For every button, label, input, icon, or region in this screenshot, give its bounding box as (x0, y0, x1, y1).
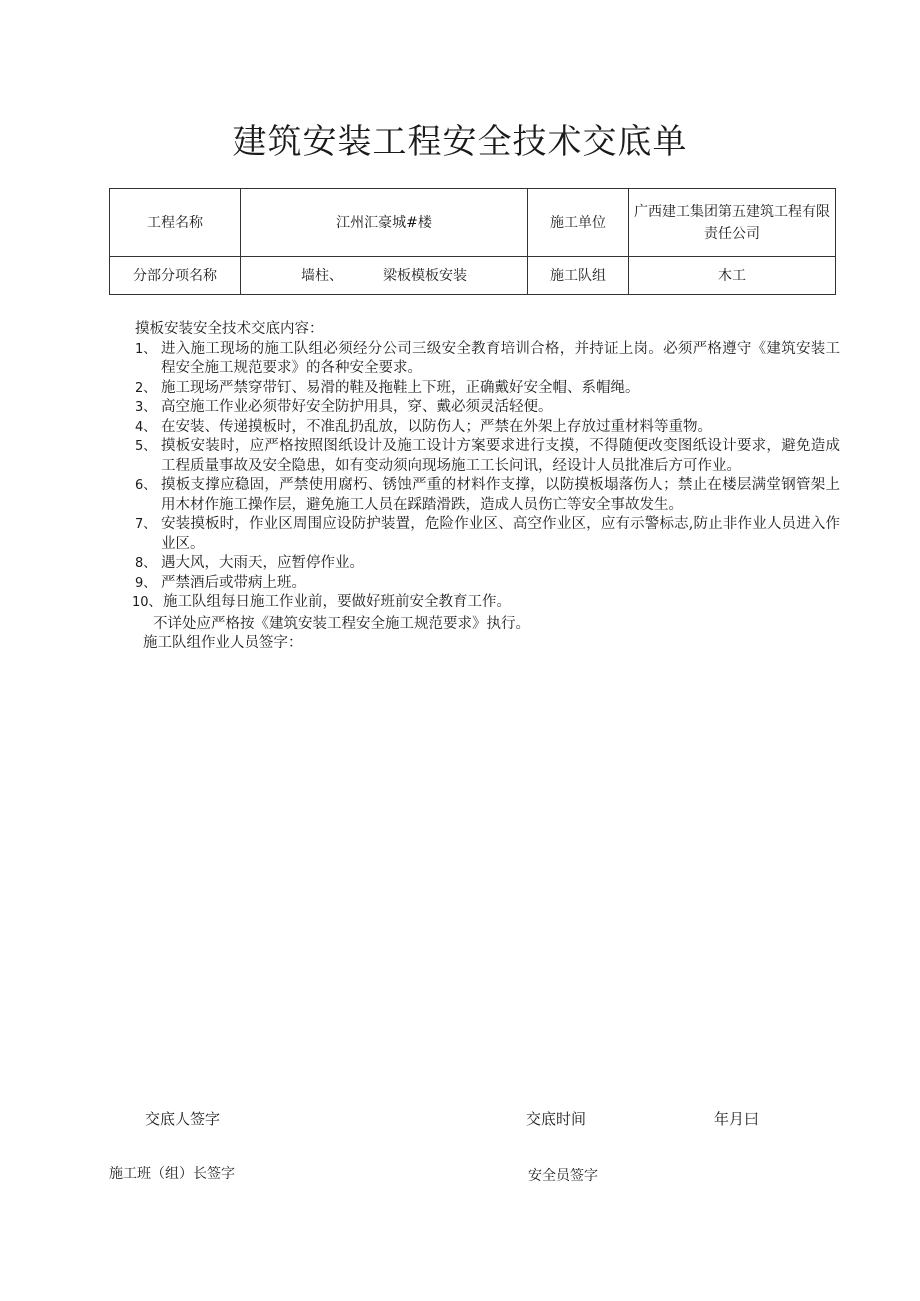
content-heading: 摸板安装安全技术交底内容： (135, 321, 324, 337)
unit-value: 广西建工集团第五建筑工程有限责任公司 (629, 189, 836, 257)
compliance-note: 不详处应严格按《建筑安装工程安全施工规范要求》执行。 (153, 615, 530, 632)
item-number: 6、 (135, 478, 157, 493)
team-value: 木工 (629, 257, 836, 295)
item-number: 3、 (135, 400, 157, 415)
item-number: 8、 (135, 556, 157, 571)
document-title: 建筑安装工程安全技术交底单 (232, 122, 688, 162)
list-item (135, 379, 840, 399)
unit-label: 施工单位 (528, 189, 629, 257)
item-number: 9、 (135, 575, 157, 591)
list-item (135, 437, 840, 476)
info-table (109, 188, 836, 295)
list-item (135, 418, 840, 438)
list-item (135, 476, 840, 515)
disclosure-time-label: 交底时间 (526, 1110, 587, 1128)
safety-officer-signature-label: 安全员签字 (528, 1168, 598, 1184)
item-number: 4、 (135, 419, 157, 435)
crew-signature-label: 施工队组作业人员签字： (143, 635, 303, 651)
item-number: 10、 (132, 595, 162, 610)
item-text: 摸板支撑应稳固，严禁使用腐朽、锈蚀严重的材料作支撑，以防摸板塌落伤人；禁止在楼层满堂钢管架上用木材作施工操作层，避免施工人员在踩踏滑跌，造成人员伤亡等安全事故发生。 (161, 477, 840, 513)
item-number: 2、 (135, 380, 157, 396)
subproject-label: 分部分项名称 (110, 257, 241, 295)
item-text: 在安装、传递摸板时，不准乱扔乱放，以防伤人；严禁在外架上存放过重材料等重物。 (161, 418, 712, 435)
item-number: 5、 (135, 439, 157, 454)
disclosure-content (132, 320, 840, 654)
item-text: 安装摸板时，作业区周围应设防护装置，危险作业区、高空作业区，应有示警标志,防止非作业人员进入作业区。 (161, 516, 840, 552)
list-item (135, 398, 840, 418)
info-row-subproject (110, 257, 836, 295)
item-text: 严禁酒后或带病上班。 (161, 574, 306, 591)
item-text: 进入施工现场的施工队组必须经分公司三级安全教育培训合格，并持证上岗。必须严格遵守《建筑安装工程安全施工规范要求》的各种安全要求。 (161, 340, 840, 376)
list-item (132, 593, 840, 613)
item-text: 施工队组每日施工作业前，要做好班前安全教育工作。 (163, 594, 511, 610)
item-number: 1、 (135, 341, 157, 357)
project-name-label: 工程名称 (110, 189, 241, 257)
subproject-value-part2: 梁板模板安装 (383, 267, 467, 284)
subproject-value (241, 257, 528, 295)
subproject-value-part1: 墙柱、 (301, 267, 343, 284)
item-text: 施工现场严禁穿带钉、易滑的鞋及拖鞋上下班，正确戴好安全帽、系帽绳。 (161, 379, 640, 396)
item-text: 高空施工作业必须带好安全防护用具，穿、戴必须灵活轻便。 (161, 399, 553, 415)
item-number: 7、 (135, 517, 157, 532)
list-item (135, 340, 840, 379)
project-name-value: 江州汇豪城#楼 (241, 189, 528, 257)
info-row-project (110, 189, 836, 257)
team-label: 施工队组 (528, 257, 629, 295)
list-item (135, 515, 840, 554)
list-item (135, 574, 840, 594)
date-placeholder: 年月曰 (714, 1110, 760, 1128)
item-text: 遇大风，大雨天，应暂停作业。 (161, 555, 364, 571)
discloser-signature-label: 交底人签字 (145, 1110, 221, 1128)
team-leader-signature-label: 施工班（组）长签字 (109, 1166, 235, 1182)
list-item (135, 554, 840, 574)
item-text: 摸板安装时，应严格按照图纸设计及施工设计方案要求进行支摸，不得随便改变图纸设计要求，避免造成工程质量事故及安全隐患，如有变动须向现场施工工长问讯，经设计人员批准后方可作业。 (161, 438, 840, 474)
